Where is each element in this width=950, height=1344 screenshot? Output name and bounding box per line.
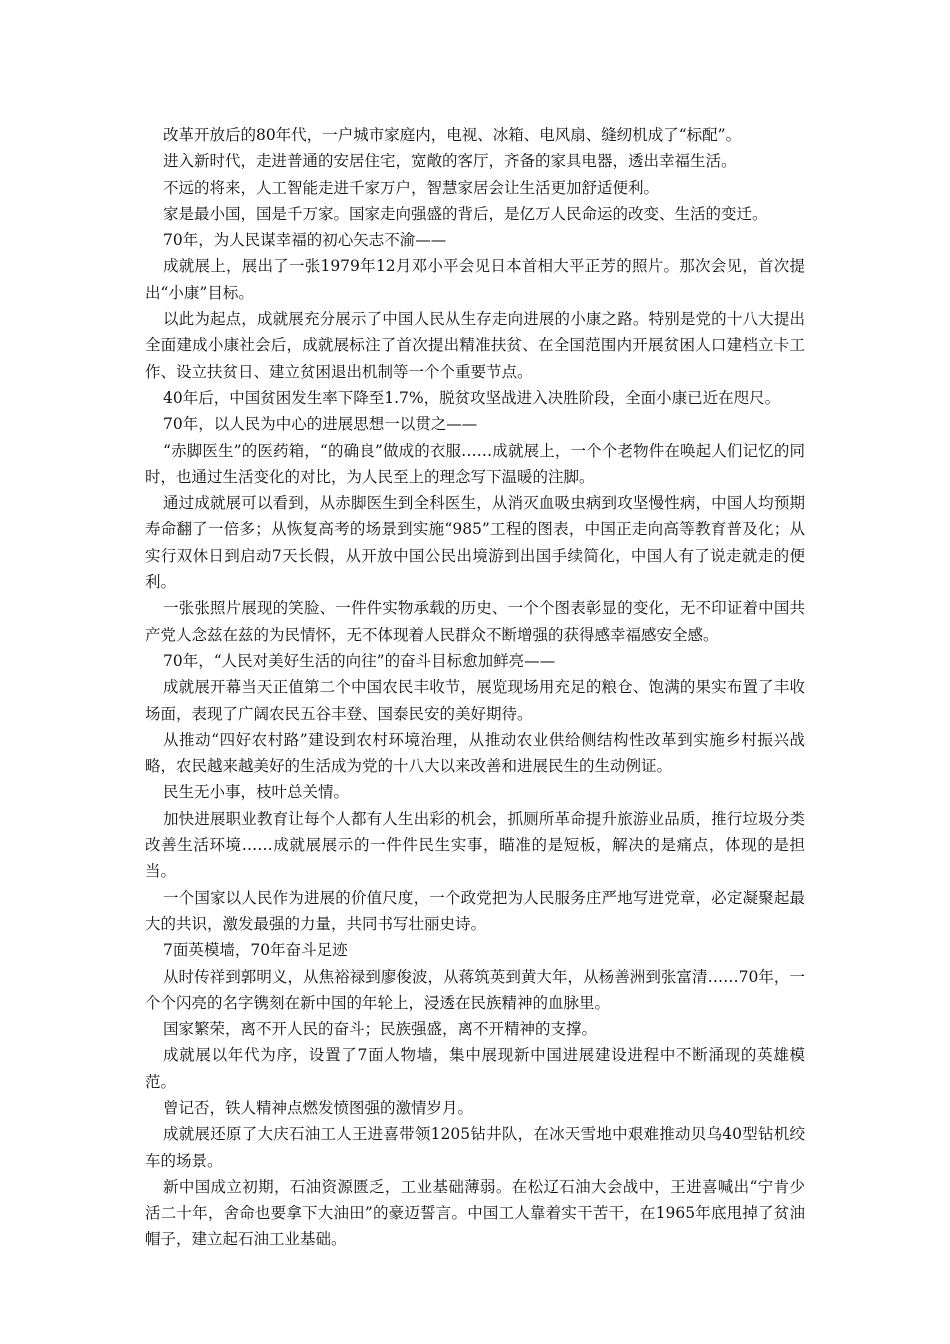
paragraph: 成就展还原了大庆石油工人王进喜带领1205钻井队，在冰天雪地中艰难推动贝乌40型钻机绞车的场景。 [145, 1125, 805, 1170]
paragraph: 加快进展职业教育让每个人都有人生出彩的机会，抓厕所革命提升旅游业品质，推行垃圾分类改善生活环境……成就展展示的一件件民生实事，瞄准的是短板，解决的是痛点，体现的是担当。 [145, 809, 805, 881]
paragraph: 民生无小事，枝叶总关情。 [163, 783, 350, 802]
section-heading: 70年，为人民谋幸福的初心矢志不渝—— [163, 231, 447, 250]
paragraph: 一个国家以人民作为进展的价值尺度，一个政党把为人民服务庄严地写进党章，必定凝聚起最大的共识，激发最强的力量，共同书写壮丽史诗。 [145, 888, 805, 933]
paragraph: 从推动“四好农村路”建设到农村环境治理，从推动农业供给侧结构性改革到实施乡村振兴战略，农民越来越美好的生活成为党的十八大以来改善和进展民生的生动例证。 [145, 730, 805, 776]
paragraph: 成就展开幕当天正值第二个中国农民丰收节，展览现场用充足的粮仓、饱满的果实布置了丰收场面，表现了广阔农民五谷丰登、国泰民安的美好期待。 [145, 678, 805, 723]
paragraph: 国家繁荣，离不开人民的奋斗；民族强盛，离不开精神的支撑。 [163, 1020, 598, 1039]
paragraph: 成就展以年代为序，设置了7面人物墙，集中展现新中国进展建设进程中不断涌现的英雄模范。 [145, 1046, 805, 1091]
paragraph: 曾记否，铁人精神点燃发愤图强的激情岁月。 [163, 1098, 474, 1117]
paragraph: 成就展上，展出了一张1979年12月邓小平会见日本首相大平正芳的照片。那次会见，首次提出“小康”目标。 [145, 257, 805, 302]
paragraph: 以此为起点，成就展充分展示了中国人民从生存走向进展的小康之路。特别是党的十八大提出全面建成小康社会后，成就展标注了首次提出精准扶贫、在全国范围内开展贫困人口建档立卡工作、设立扶贫日、建立贫困退出机制等一个个重要节点。 [145, 310, 805, 381]
section-heading: 7面英模墙，70年奋斗足迹 [163, 941, 348, 960]
paragraph: 家是最小国，国是千万家。国家走向强盛的背后，是亿万人民命运的改变、生活的变迁。 [163, 204, 768, 223]
article-body [145, 122, 805, 1253]
paragraph: 进入新时代，走进普通的安居住宅，宽敞的客厅，齐备的家具电器，透出幸福生活。 [163, 152, 737, 171]
section-heading: 70年，以人民为中心的进展思想一以贯之—— [163, 415, 478, 434]
paragraph: 不远的将来，人工智能走进千家万户，智慧家居会让生活更加舒适便利。 [163, 178, 660, 197]
paragraph: 40年后，中国贫困发生率下降至1.7%，脱贫攻坚战进入决胜阶段，全面小康已近在咫尺。 [163, 388, 781, 407]
paragraph: 改革开放后的80年代，一户城市家庭内，电视、冰箱、电风扇、缝纫机成了“标配”。 [163, 126, 742, 144]
paragraph: 新中国成立初期，石油资源匮乏，工业基础薄弱。在松辽石油大会战中，王进喜喊出“宁肯少活二十年，舍命也要拿下大油田”的豪迈誓言。中国工人靠着实干苦干，在1965年底甩掉了贫油帽子，建立起石油工业基础。 [145, 1177, 805, 1249]
paragraph: 从时传祥到郭明义，从焦裕禄到廖俊波，从蒋筑英到黄大年，从杨善洲到张富清……70年，一个个闪亮的名字镌刻在新中国的年轮上，浸透在民族精神的血脉里。 [145, 967, 805, 1012]
paragraph: “赤脚医生”的医药箱，“的确良”做成的衣服……成就展上，一个个老物件在唤起人们记忆的同时，也通过生活变化的对比，为人民至上的理念写下温暖的注脚。 [145, 441, 805, 486]
paragraph: 通过成就展可以看到，从赤脚医生到全科医生，从消灭血吸虫病到攻坚慢性病，中国人均预期寿命翻了一倍多；从恢复高考的场景到实施“985”工程的图表，中国正走向高等教育普及化；从实行双休日到启动7天长假，从开放中国公民出境游到出国手续简化，中国人有了说走就走的便利。 [145, 494, 805, 592]
section-heading: 70年，“人民对美好生活的向往”的奋斗目标愈加鲜亮—— [163, 651, 556, 670]
paragraph: 一张张照片展现的笑脸、一件件实物承载的历史、一个个图表彰显的变化，无不印证着中国共产党人念兹在兹的为民情怀，无不体现着人民群众不断增强的获得感幸福感安全感。 [145, 599, 805, 644]
